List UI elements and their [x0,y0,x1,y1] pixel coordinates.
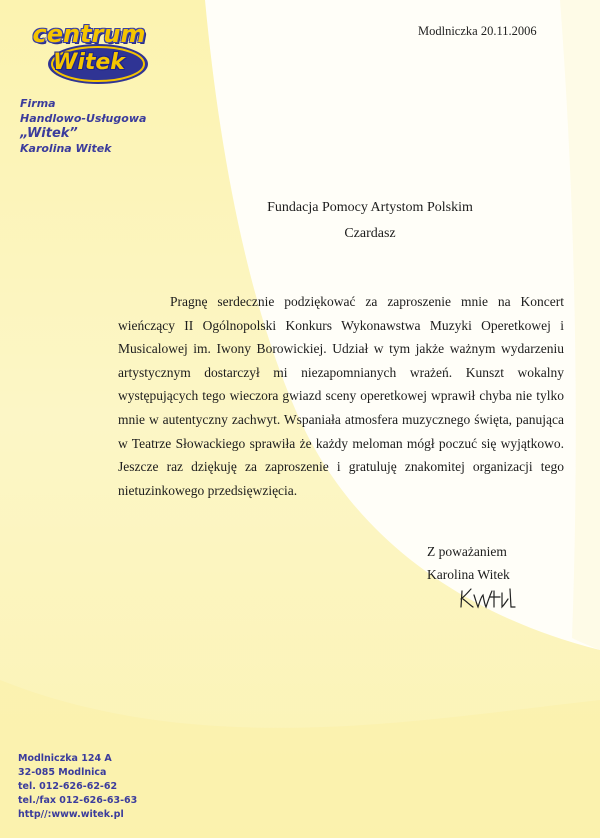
company-line-name: „Witek” [20,126,78,141]
logo-word-witek: Witek [53,50,125,75]
letter-date: Modlniczka 20.11.2006 [418,24,537,38]
logo-word-centrum: centrum [32,20,146,48]
company-logo [18,16,160,92]
footer-address-city: 32-085 Modlnica [18,767,107,778]
closing-block [427,540,577,586]
footer-website: http//:www.witek.pl [18,809,124,820]
footer-fax: tel./fax 012-626-63-63 [18,795,138,806]
handwritten-signature [458,585,518,611]
company-name-block [20,96,190,156]
closing-name: Karolina Witek [427,567,510,582]
company-line-owner: Karolina Witek [20,142,112,155]
company-line-firma: Firma [20,97,56,110]
letter-body [118,290,564,502]
recipient-organization: Fundacja Pomocy Artystom Polskim [267,200,473,215]
body-paragraph: Pragnę serdecznie podziękować za zaproszenie mnie na Koncert wieńczący II Ogólnopolski Konkurs Wykonawstwa Muzyki Operetkowej i Musicalowej im. Iwony Borowickiej. Udział w tym jakże ważnym wydarzeniu artystycznym dostarczył mi niezapomnianych wrażeń. Kunszt wokalny występujących tego wieczora gwiazd sceny operetkowej wprawił chyba nie tylko mnie w autentyczny zachwyt. Wspaniała atmosfera muzycznego święta, panująca w Teatrze Słowackiego sprawiła że każdy meloman mógł poczuć się wyjątkowo. Jeszcze raz dziękuję za zaproszenie i gratuluję znakomitej organizacji tego nietuzinkowego przedsięwzięcia. [118,294,564,498]
recipient-block [210,195,530,247]
footer-phone: tel. 012-626-62-62 [18,781,118,792]
company-line-type: Handlowo-Usługowa [20,112,147,125]
signature-graphic [458,585,518,611]
recipient-name: Czardasz [344,226,396,241]
closing-salutation: Z poważaniem [427,544,507,559]
footer-address-street: Modlniczka 124 A [18,753,112,764]
company-contact-footer [18,752,208,822]
